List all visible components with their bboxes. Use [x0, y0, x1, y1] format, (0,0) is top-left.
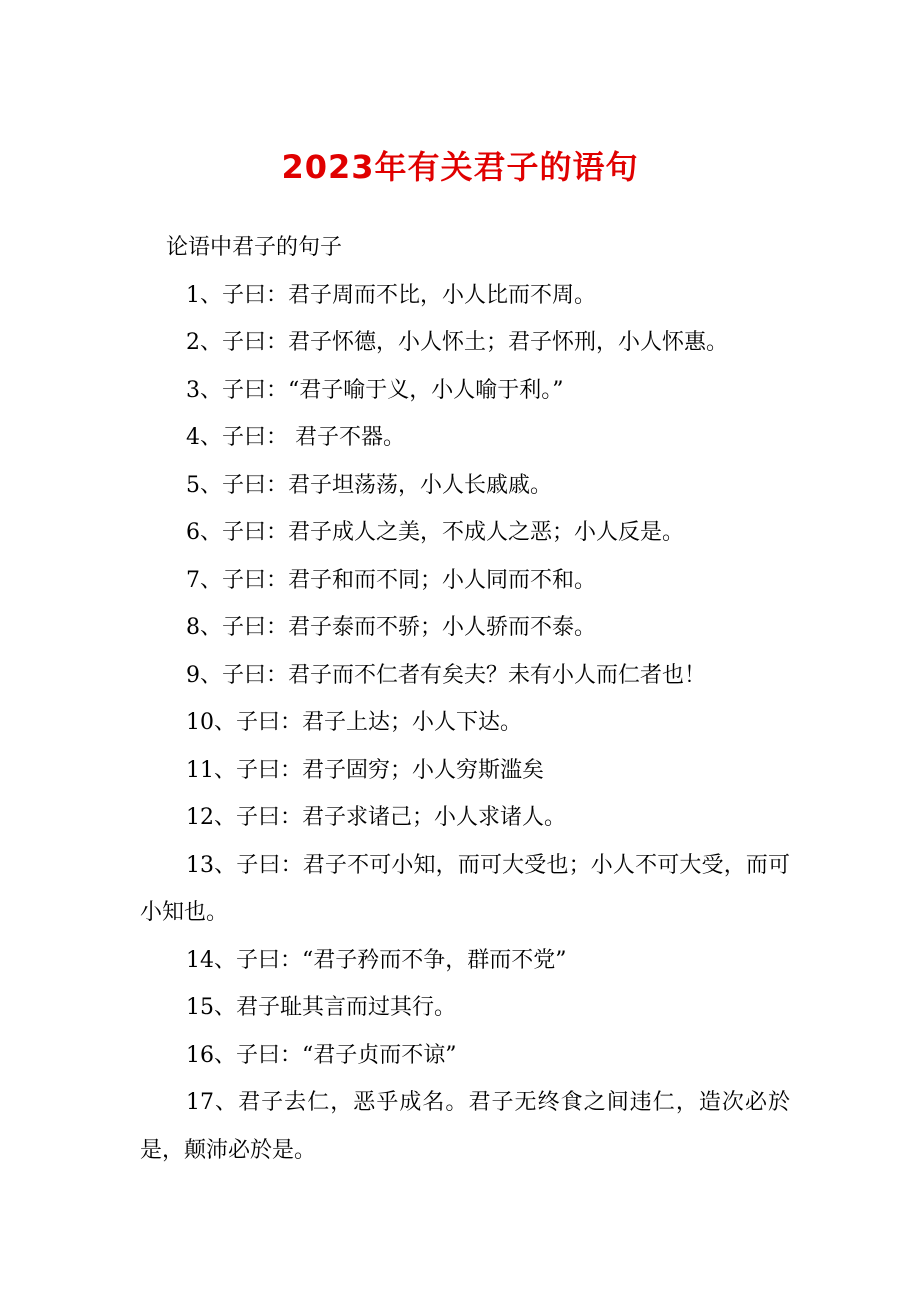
paragraph-7: 7、子曰：君子和而不同；小人同而不和。: [186, 567, 596, 593]
paragraph-8: 8、子曰：君子泰而不骄；小人骄而不泰。: [186, 615, 596, 640]
paragraph-1: 1、子曰：君子周而不比，小人比而不周。: [186, 282, 596, 308]
paragraph-13: 13、子曰：君子不可小知，而可大受也；小人不可大受，而可小知也。: [140, 852, 790, 925]
paragraph-16: 16、子曰：“君子贞而不谅”: [186, 1042, 457, 1068]
subheading: 论语中君子的句子: [166, 235, 343, 260]
paragraph-10: 10、子曰：君子上达；小人下达。: [186, 710, 522, 735]
page-title: 2023年有关君子的语句: [281, 148, 639, 186]
paragraph-2: 2、子曰：君子怀德，小人怀土；君子怀刑，小人怀惠。: [186, 330, 728, 355]
paragraph-11: 11、子曰：君子固穷；小人穷斯滥矣: [186, 757, 544, 783]
paragraph-6: 6、子曰：君子成人之美，不成人之恶；小人反是。: [186, 520, 684, 545]
paragraph-3: 3、子曰：“君子喻于义，小人喻于利。”: [186, 377, 564, 403]
paragraph-12: 12、子曰：君子求诸己；小人求诸人。: [186, 805, 566, 830]
paragraph-9: 9、子曰：君子而不仁者有矣夫？未有小人而仁者也！: [186, 662, 706, 688]
paragraph-15: 15、君子耻其言而过其行。: [186, 995, 456, 1020]
paragraph-5: 5、子曰：君子坦荡荡，小人长戚戚。: [186, 472, 552, 498]
paragraph-4: 4、子曰： 君子不器。: [186, 425, 405, 450]
paragraph-17: 17、君子去仁，恶乎成名。君子无终食之间违仁，造次必於是，颠沛必於是。: [140, 1090, 790, 1163]
paragraph-14: 14、子曰：“君子矜而不争，群而不党”: [186, 947, 567, 973]
document-body: [140, 224, 790, 1174]
